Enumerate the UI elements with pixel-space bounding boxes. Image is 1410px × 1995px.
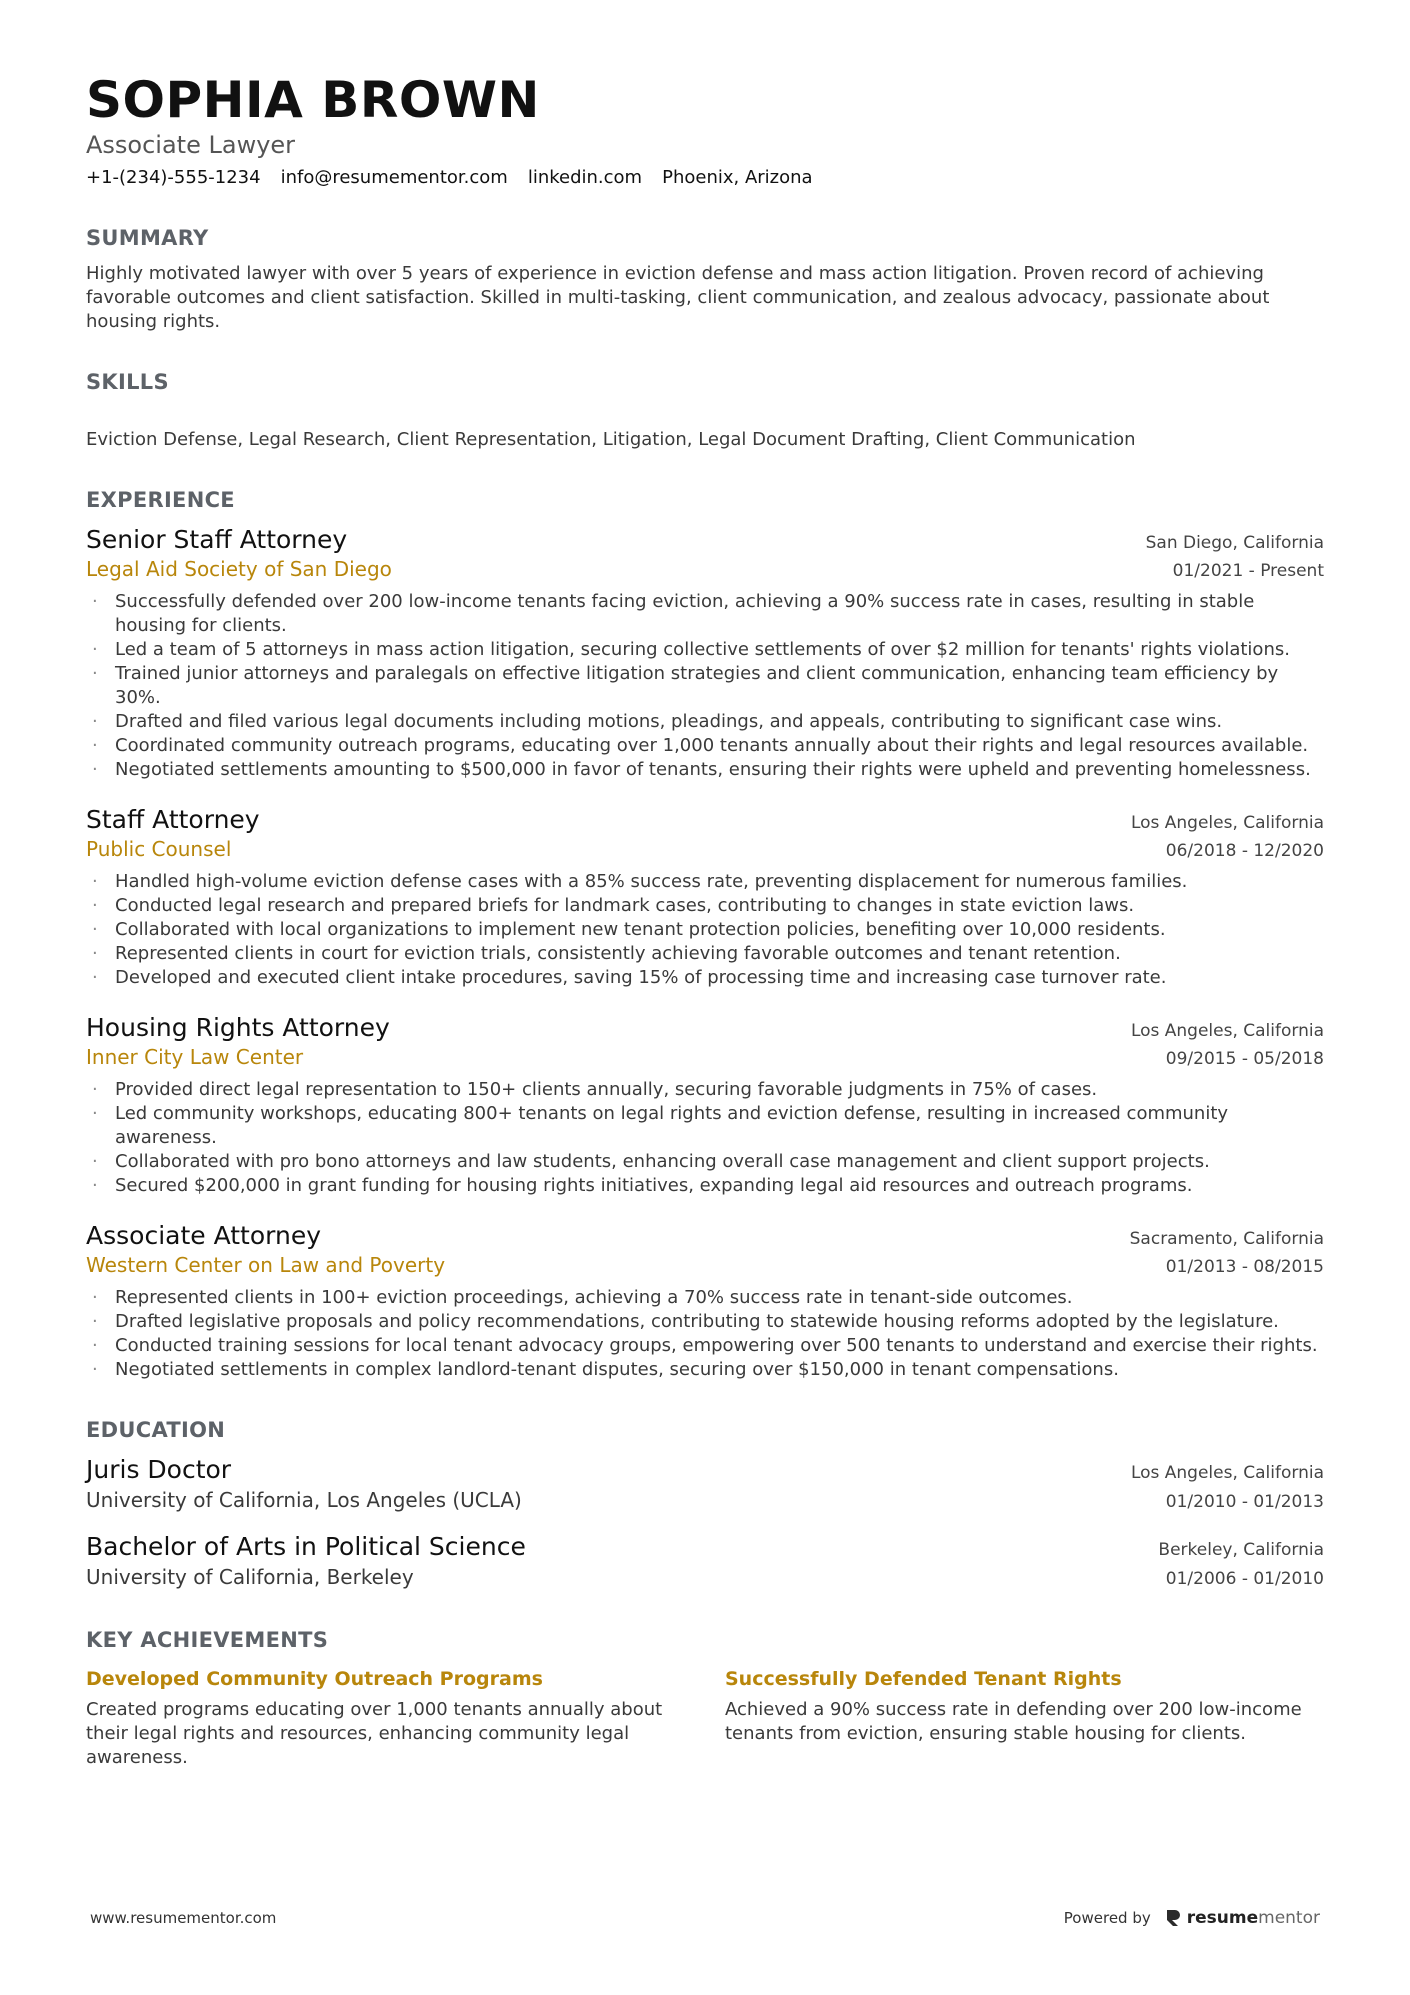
- section-title-education: EDUCATION: [86, 1418, 226, 1442]
- job-bullet: · Successfully defended over 200 low-income tenants facing eviction, achieving a 90% success rate in cases, resulting in stable housing for clients.: [86, 590, 1324, 638]
- job-bullet: · Conducted legal research and prepared briefs for landmark cases, contributing to changes in state eviction laws.: [86, 894, 1324, 918]
- job-dates: 01/2013 - 08/2015: [1165, 1257, 1324, 1277]
- job-dates: 09/2015 - 05/2018: [1165, 1049, 1324, 1069]
- job-role: Staff Attorney: [86, 805, 260, 834]
- job-company: Western Center on Law and Poverty: [86, 1253, 446, 1277]
- brand-logo: [1165, 1908, 1320, 1928]
- job-bullets: [86, 1078, 1324, 1198]
- job-bullet: · Drafted and filed various legal documents including motions, pleadings, and appeals, contributing to significant case wins.: [86, 710, 1324, 734]
- skills-text: Eviction Defense, Legal Research, Client Representation, Litigation, Legal Document Drafting, Client Communication: [86, 429, 1136, 450]
- resume-header: [86, 70, 1324, 190]
- footer-website-link[interactable]: www.resumementor.com: [90, 1909, 277, 1927]
- job-location: Los Angeles, California: [1130, 813, 1324, 833]
- job-entry: [86, 1220, 1324, 1382]
- candidate-headline: Associate Lawyer: [86, 131, 296, 159]
- powered-by: [1064, 1908, 1320, 1928]
- job-bullet: · Represented clients in 100+ eviction proceedings, achieving a 70% success rate in tenant-side outcomes.: [86, 1286, 1324, 1310]
- job-bullet: · Represented clients in court for eviction trials, consistently achieving favorable outcomes and tenant retention.: [86, 942, 1324, 966]
- education-degree: Bachelor of Arts in Political Science: [86, 1532, 526, 1561]
- contact-line: [86, 166, 1324, 190]
- job-company: Legal Aid Society of San Diego: [86, 557, 392, 581]
- job-dates: 06/2018 - 12/2020: [1165, 841, 1324, 861]
- job-company: Inner City Law Center: [86, 1045, 304, 1069]
- section-title-achievements: KEY ACHIEVEMENTS: [86, 1628, 329, 1652]
- job-role: Housing Rights Attorney: [86, 1013, 390, 1042]
- job-location: San Diego, California: [1145, 533, 1324, 553]
- job-bullet: · Drafted legislative proposals and policy recommendations, contributing to statewide housing reforms adopted by the legislature.: [86, 1310, 1324, 1334]
- job-role: Associate Attorney: [86, 1221, 322, 1250]
- job-entry: [86, 524, 1324, 782]
- achievement-text: Created programs educating over 1,000 tenants annually about their legal rights and resources, enhancing community legal awareness.: [86, 1699, 663, 1768]
- job-location: Los Angeles, California: [1130, 1021, 1324, 1041]
- job-bullet: · Collaborated with pro bono attorneys and law students, enhancing overall case management and client support projects.: [86, 1150, 1324, 1174]
- achievement-title: Successfully Defended Tenant Rights: [725, 1668, 1122, 1690]
- contact-linkedin: linkedin.com: [527, 167, 643, 188]
- powered-by-label: Powered by: [1063, 1909, 1151, 1927]
- achievements-section: [86, 1626, 1324, 1770]
- brand-name-bold: resume: [1186, 1908, 1259, 1928]
- education-location: Berkeley, California: [1158, 1540, 1324, 1560]
- education-location: Los Angeles, California: [1130, 1463, 1324, 1483]
- job-bullet: · Led a team of 5 attorneys in mass action litigation, securing collective settlements of over $2 million for tenants' rights violations.: [86, 638, 1324, 662]
- contact-phone: +1-(234)-555-1234: [86, 167, 261, 188]
- education-school: University of California, Los Angeles (UCLA): [86, 1488, 522, 1512]
- job-company: Public Counsel: [86, 837, 232, 861]
- education-entry: [86, 1454, 1324, 1515]
- job-bullet: · Negotiated settlements in complex landlord-tenant disputes, securing over $150,000 in tenant compensations.: [86, 1358, 1324, 1382]
- education-section: [86, 1416, 1324, 1592]
- job-bullets: [86, 590, 1324, 782]
- job-entry: [86, 804, 1324, 990]
- job-bullet: · Trained junior attorneys and paralegals on effective litigation strategies and client communication, enhancing team efficiency by 30%.: [86, 662, 1324, 710]
- contact-location: Phoenix, Arizona: [662, 167, 813, 188]
- education-dates: 01/2010 - 01/2013: [1165, 1492, 1324, 1512]
- brand-name-light: mentor: [1258, 1908, 1320, 1928]
- job-bullet: · Negotiated settlements amounting to $500,000 in favor of tenants, ensuring their rights were upheld and preventing homelessness.: [86, 758, 1324, 782]
- job-bullet: · Handled high-volume eviction defense cases with a 85% success rate, preventing displacement for numerous families.: [86, 870, 1324, 894]
- achievements-grid: [86, 1666, 1324, 1770]
- section-title-skills: SKILLS: [86, 370, 169, 394]
- job-bullet: · Provided direct legal representation to 150+ clients annually, securing favorable judgments in 75% of cases.: [86, 1078, 1324, 1102]
- achievement-text: Achieved a 90% success rate in defending over 200 low-income tenants from eviction, ensuring stable housing for clients.: [725, 1699, 1302, 1744]
- summary-text: Highly motivated lawyer with over 5 years of experience in eviction defense and mass action litigation. Proven record of achieving favorable outcomes and client satisfaction. Skilled in multi-tasking, client communication, and zealous advocacy, passionate about housing rights.: [86, 263, 1270, 332]
- candidate-name: SOPHIA BROWN: [86, 71, 540, 129]
- job-bullets: [86, 1286, 1324, 1382]
- job-location: Sacramento, California: [1129, 1229, 1324, 1249]
- job-entry: [86, 1012, 1324, 1198]
- skills-section: [86, 368, 1324, 452]
- contact-email: info@resumementor.com: [280, 167, 508, 188]
- achievement-item: [86, 1666, 685, 1770]
- page-footer: [90, 1908, 1320, 1928]
- job-bullet: · Led community workshops, educating 800+ tenants on legal rights and eviction defense, resulting in increased community awareness.: [86, 1102, 1324, 1150]
- achievement-title: Developed Community Outreach Programs: [86, 1668, 543, 1690]
- experience-section: [86, 486, 1324, 1382]
- summary-section: [86, 224, 1324, 334]
- job-bullet: · Conducted training sessions for local tenant advocacy groups, empowering over 500 tenants to understand and exercise their rights.: [86, 1334, 1324, 1358]
- job-bullets: [86, 870, 1324, 990]
- achievement-item: [725, 1666, 1324, 1770]
- job-bullet: · Collaborated with local organizations to implement new tenant protection policies, benefiting over 10,000 residents.: [86, 918, 1324, 942]
- section-title-experience: EXPERIENCE: [86, 488, 235, 512]
- job-bullet: · Secured $200,000 in grant funding for housing rights initiatives, expanding legal aid resources and outreach programs.: [86, 1174, 1324, 1198]
- education-degree: Juris Doctor: [86, 1455, 232, 1484]
- job-role: Senior Staff Attorney: [86, 525, 348, 554]
- job-dates: 01/2021 - Present: [1172, 561, 1324, 581]
- job-bullet: · Developed and executed client intake procedures, saving 15% of processing time and increasing case turnover rate.: [86, 966, 1324, 990]
- section-title-summary: SUMMARY: [86, 226, 209, 250]
- education-entry: [86, 1531, 1324, 1592]
- job-bullet: · Coordinated community outreach programs, educating over 1,000 tenants annually about their rights and legal resources available.: [86, 734, 1324, 758]
- resumementor-logo-icon: [1165, 1909, 1181, 1927]
- education-school: University of California, Berkeley: [86, 1565, 414, 1589]
- education-dates: 01/2006 - 01/2010: [1165, 1569, 1324, 1589]
